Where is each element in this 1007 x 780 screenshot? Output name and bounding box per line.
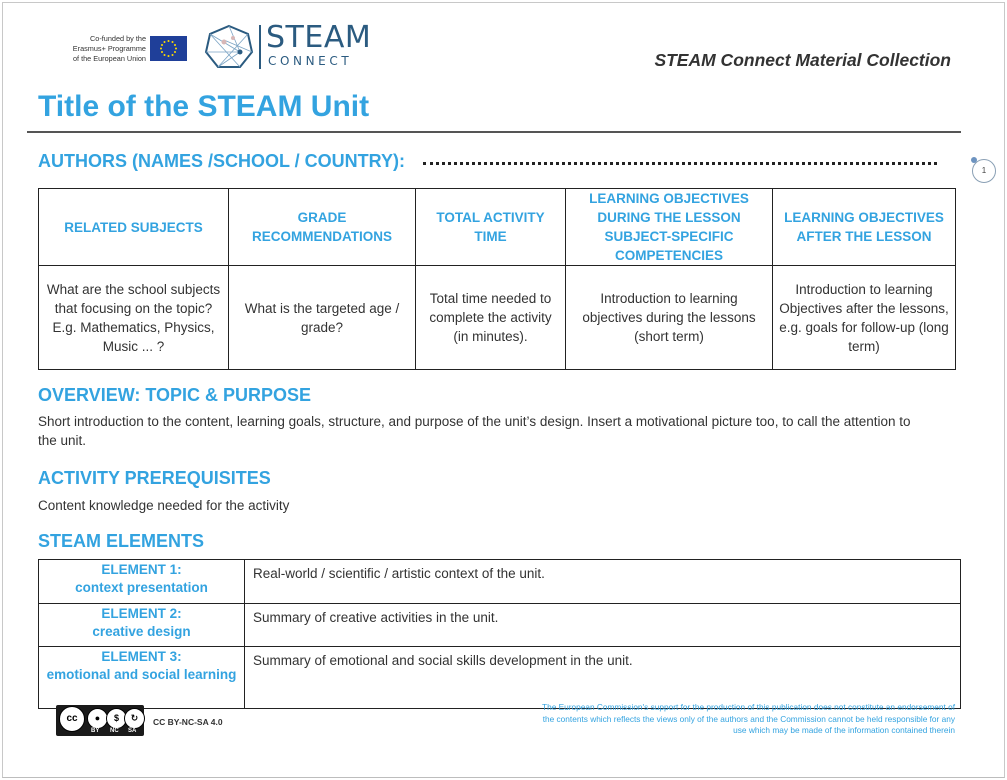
logo-steam-text: STEAM [266,20,372,55]
element-description[interactable]: Summary of emotional and social skills development in the unit. [245,647,961,709]
header-related-subjects: RELATED SUBJECTS [39,189,229,266]
unit-title[interactable]: Title of the STEAM Unit [38,90,370,123]
element-name: context presentation [75,580,208,595]
eu-text-line: of the European Union [72,54,146,63]
steam-elements-table [38,559,961,709]
table-row [39,647,961,709]
cell-grade[interactable]: What is the targeted age / grade? [229,266,416,370]
steam-elements-heading: STEAM ELEMENTS [38,531,205,551]
table-row [39,266,956,370]
license-text: CC BY-NC-SA 4.0 [153,717,223,727]
overview-text[interactable]: Short introduction to the content, learning goals, structure, and purpose of the unit’s design. Insert a motivational picture too, to call the attention to the unit. [38,414,911,448]
element-number: ELEMENT 3: [101,649,182,664]
by-label: BY [91,728,100,734]
eu-text-line: Co-funded by the [90,34,146,43]
header-objectives-during: LEARNING OBJECTIVES DURING THE LESSON SUBJECT-SPECIFIC COMPETENCIES [566,189,773,266]
element-number: ELEMENT 1: [101,562,182,577]
logo-divider [259,25,261,69]
authors-label: AUTHORS (NAMES /SCHOOL / COUNTRY): [38,151,405,171]
cell-activity-time[interactable]: Total time needed to complete the activity (in minutes). [416,266,566,370]
prerequisites-heading: ACTIVITY PREREQUISITES [38,468,271,488]
table-row [39,560,961,604]
element-name: creative design [92,624,191,639]
eu-text-line: Erasmus+ Programme [72,44,146,53]
title-divider [27,131,961,133]
element-number: ELEMENT 2: [101,606,182,621]
collection-title: STEAM Connect Material Collection [654,50,951,70]
cc-license-icon [56,705,144,736]
element-label [39,604,245,647]
eu-disclaimer: The European Commission's support for the production of this publication does not constitute an endorsement of the contents which reflects the views only of the authors and the Commission cannot be held responsible for any use which may be made of the information contained therein [542,702,955,735]
header-total-activity-time: TOTAL ACTIVITY TIME [416,189,566,266]
header-objectives-after: LEARNING OBJECTIVES AFTER THE LESSON [773,189,956,266]
cell-objectives-after[interactable]: Introduction to learning Objectives after the lessons, e.g. goals for follow-up (long term) [773,266,956,370]
by-icon: ● [87,708,108,729]
element-description[interactable]: Real-world / scientific / artistic context of the unit. [245,560,961,604]
sa-label: SA [128,728,137,734]
cell-objectives-during[interactable]: Introduction to learning objectives during the lessons (short term) [566,266,773,370]
table-header-row [39,189,956,266]
table-row [39,604,961,647]
page-number-badge[interactable]: 1 [972,159,996,183]
sa-icon: ↻ [124,708,145,729]
unit-overview-table [38,188,956,370]
eu-flag-icon [150,36,187,61]
cell-related-subjects[interactable]: What are the school subjects that focusing on the topic? E.g. Mathematics, Physics, Music ... ? [39,266,229,370]
overview-heading: OVERVIEW: TOPIC & PURPOSE [38,385,312,405]
element-name: emotional and social learning [46,667,237,682]
prerequisites-text[interactable]: Content knowledge needed for the activity [38,498,290,513]
element-label [39,560,245,604]
eu-cofunded-text [60,34,146,64]
logo-connect-text: CONNECT [268,54,353,68]
cc-icon: cc [59,706,85,732]
element-label [39,647,245,709]
authors-fill-line[interactable] [423,162,937,165]
nc-label: NC [110,728,119,734]
nc-icon: $ [106,708,127,729]
element-description[interactable]: Summary of creative activities in the unit. [245,604,961,647]
header-grade-recommendations: GRADE RECOMMENDATIONS [229,189,416,266]
steam-connect-logo-icon [204,24,254,75]
